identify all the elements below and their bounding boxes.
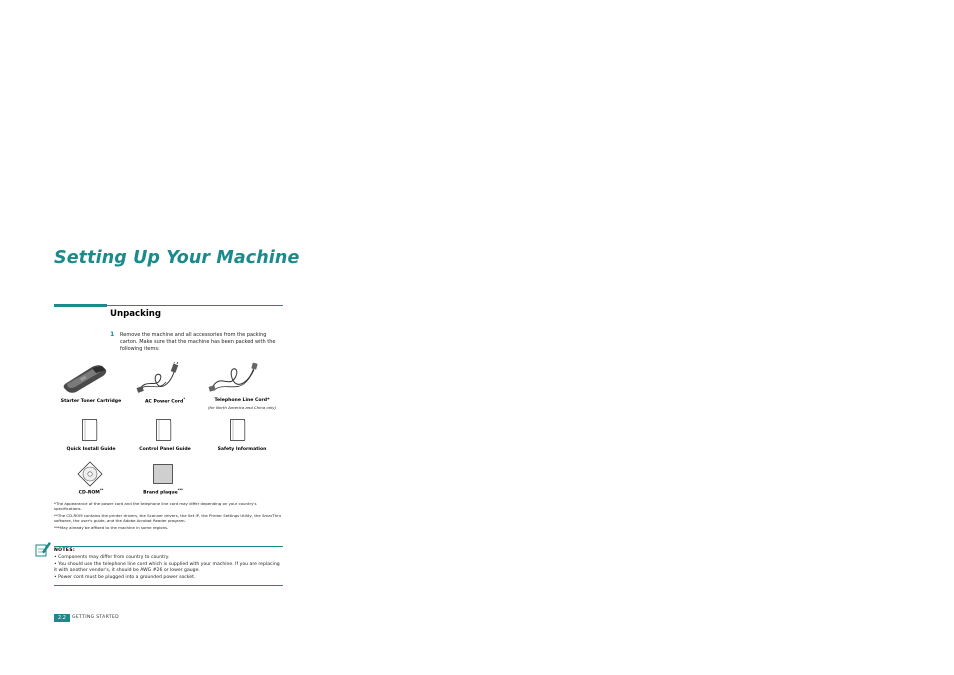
- page-title: Setting Up Your Machine: [54, 248, 300, 268]
- item-label-cd-rom: [54, 490, 128, 496]
- note-item-2: • You should use the telephone line cord which is supplied with your machine. If you are replacing it with another vendor's, it should be AWG #26 or lower gauge.: [54, 562, 280, 573]
- item-note-telephone-cord: (for North America and China only): [207, 405, 277, 410]
- telephone-cord-icon: [208, 360, 260, 394]
- notes-rule-bottom: [54, 585, 283, 586]
- chapter-title: GETTING STARTED: [72, 615, 119, 620]
- notes-rule-top: [54, 546, 283, 547]
- item-label-brand-plaque: [126, 490, 200, 496]
- item-label-power-cord-text: AC Power Cord: [144, 399, 184, 405]
- item-label-telephone-cord: Telephone Line Cord*: [214, 398, 270, 403]
- section-rule-thick: [54, 304, 107, 307]
- booklet-icon: [155, 418, 173, 443]
- notes-title: NOTES:: [54, 548, 75, 553]
- item-label-toner: Starter Toner Cartridge: [60, 399, 122, 404]
- item-label-brand-plaque-text: Brand plaque: [143, 490, 178, 496]
- item-sup-cd-rom: **: [99, 488, 104, 492]
- section-title: Unpacking: [110, 309, 162, 319]
- toner-cartridge-icon: [62, 362, 108, 394]
- item-label-power-cord: [128, 399, 202, 405]
- item-sup-brand-plaque: ***: [177, 488, 183, 492]
- booklet-icon: [81, 418, 99, 443]
- cd-rom-icon: [77, 461, 103, 487]
- brand-plaque-icon: [152, 463, 174, 485]
- step-text: Remove the machine and all accessories from the packing carton. Make sure that the machine has been packed with the following items:: [120, 332, 276, 352]
- page-number-badge: 2.2: [54, 614, 70, 622]
- note-item-3: • Power cord must be plugged into a grounded power socket.: [54, 575, 196, 580]
- footnote-3: ***May already be affixed to the machine in some regions.: [54, 525, 169, 530]
- item-label-cd-rom-text: CD-ROM: [78, 490, 100, 496]
- section-rule-thin: [107, 305, 283, 306]
- item-label-quick-install: Quick Install Guide: [66, 447, 116, 452]
- item-sup-power-cord: *: [183, 397, 186, 401]
- footnote-2: **The CD-ROM contains the printer drivers, the Scanner drivers, the Set IP, the Printer Settings Utility, the SmarThru software, the user's guide, and the Adobe Acrobat Reader program.: [54, 513, 282, 524]
- step-number: 1: [110, 331, 115, 338]
- power-cord-icon: [136, 362, 182, 394]
- footnote-1: *The appearance of the power cord and the telephone line cord may differ depending on your country's specifications.: [54, 501, 257, 512]
- item-label-control-panel: Control Panel Guide: [139, 447, 191, 452]
- note-pencil-icon: [34, 540, 52, 558]
- booklet-icon: [229, 418, 247, 443]
- note-item-1: • Components may differ from country to country.: [54, 555, 170, 560]
- item-label-safety: Safety Information: [217, 447, 267, 452]
